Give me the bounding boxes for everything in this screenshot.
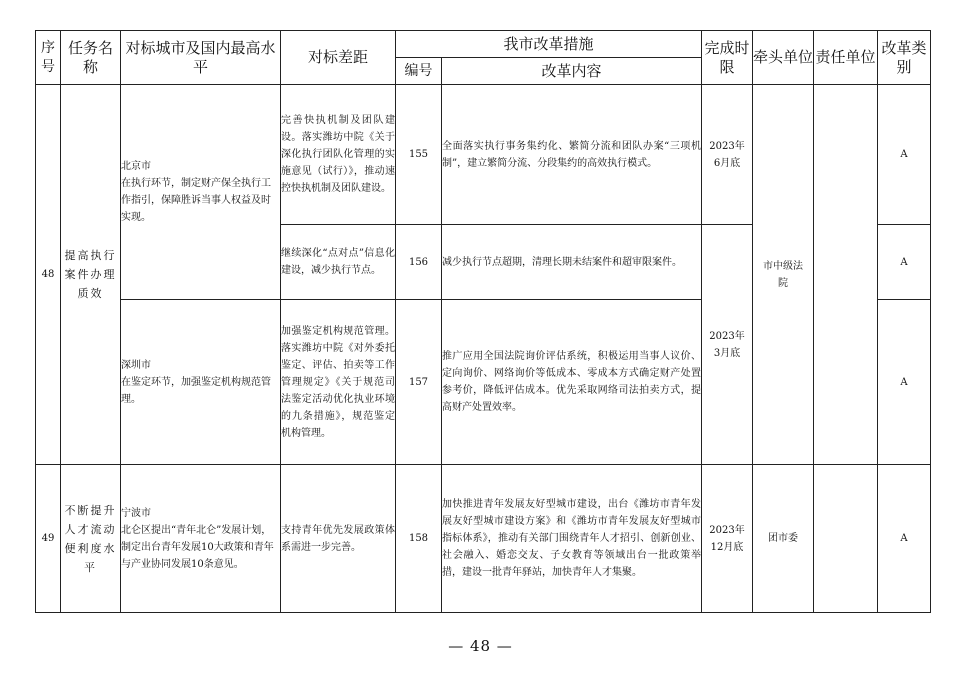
row-benchmark: 宁波市 北仑区提出“青年北仑”发展计划，制定出台青年发展10大政策和青年与产业协同发展10条意见。 bbox=[121, 465, 281, 613]
row-gap: 继续深化“点对点”信息化建设，减少执行节点。 bbox=[281, 225, 396, 300]
row-measure-no: 157 bbox=[396, 300, 442, 465]
header-gap: 对标差距 bbox=[281, 31, 396, 85]
row-deadline: 2023年 6月底 bbox=[702, 85, 753, 225]
row-benchmark: 北京市 在执行环节，制定财产保全执行工作指引，保障胜诉当事人权益及时实现。 bbox=[121, 85, 281, 300]
header-measure-no: 编号 bbox=[396, 58, 442, 85]
row-seq: 48 bbox=[36, 85, 61, 465]
header-measure-content: 改革内容 bbox=[442, 58, 702, 85]
row-measure-content: 推广应用全国法院询价评估系统，积极运用当事人议价、定向询价、网络询价等低成本、零成本方式确定财产处置参考价，降低评估成本。优先采取网络司法拍卖方式，提高财产处置效率。 bbox=[442, 300, 702, 465]
page-number: — 48 — bbox=[448, 637, 513, 655]
row-benchmark: 深圳市 在鉴定环节，加强鉴定机构规范管理。 bbox=[121, 300, 281, 465]
row-gap: 支持青年优先发展政策体系需进一步完善。 bbox=[281, 465, 396, 613]
row-gap: 加强鉴定机构规范管理。落实潍坊中院《对外委托鉴定、评估、拍卖等工作管理规定》《关于规范司法鉴定活动优化执业环境的九条措施》，规范鉴定机构管理。 bbox=[281, 300, 396, 465]
header-row-1 bbox=[36, 31, 931, 58]
row-measure-no: 155 bbox=[396, 85, 442, 225]
row-measure-no: 156 bbox=[396, 225, 442, 300]
header-responsible: 责任单位 bbox=[814, 31, 878, 85]
row-category: A bbox=[878, 465, 931, 613]
header-seq: 序号 bbox=[36, 31, 61, 85]
row-deadline: 2023年 3月底 bbox=[702, 225, 753, 465]
row-task: 不断提升人才流动便利度水平 bbox=[61, 465, 121, 613]
header-measures: 我市改革措施 bbox=[396, 31, 702, 58]
row-category: A bbox=[878, 300, 931, 465]
row-lead: 市中级法院 bbox=[753, 85, 814, 465]
row-responsible bbox=[814, 465, 878, 613]
table-row bbox=[36, 465, 931, 613]
row-seq: 49 bbox=[36, 465, 61, 613]
row-category: A bbox=[878, 85, 931, 225]
row-lead: 团市委 bbox=[753, 465, 814, 613]
row-measure-content: 全面落实执行事务集约化、繁简分流和团队办案“三项机制”，建立繁简分流、分段集约的高效执行模式。 bbox=[442, 85, 702, 225]
row-measure-content: 加快推进青年发展友好型城市建设，出台《潍坊市青年发展友好型城市建设方案》和《潍坊市青年发展友好型城市指标体系》，推动有关部门围绕青年人才招引、创新创业、社会融入、婚恋交友、子女教育等领域出台一批政策举措，建设一批青年驿站，加快青年人才集聚。 bbox=[442, 465, 702, 613]
row-deadline: 2023年 12月底 bbox=[702, 465, 753, 613]
header-benchmark: 对标城市及国内最高水平 bbox=[121, 31, 281, 85]
reform-table bbox=[35, 30, 931, 613]
row-category: A bbox=[878, 225, 931, 300]
row-responsible bbox=[814, 85, 878, 465]
header-deadline: 完成时限 bbox=[702, 31, 753, 85]
row-measure-no: 158 bbox=[396, 465, 442, 613]
header-category: 改革类别 bbox=[878, 31, 931, 85]
header-task: 任务名称 bbox=[61, 31, 121, 85]
row-task: 提高执行案件办理质效 bbox=[61, 85, 121, 465]
row-measure-content: 减少执行节点超期，清理长期未结案件和超审限案件。 bbox=[442, 225, 702, 300]
row-gap: 完善快执机制及团队建设。落实潍坊中院《关于深化执行团队化管理的实施意见（试行）》，推动速控快执机制及团队建设。 bbox=[281, 85, 396, 225]
header-lead: 牵头单位 bbox=[753, 31, 814, 85]
table-row bbox=[36, 85, 931, 225]
